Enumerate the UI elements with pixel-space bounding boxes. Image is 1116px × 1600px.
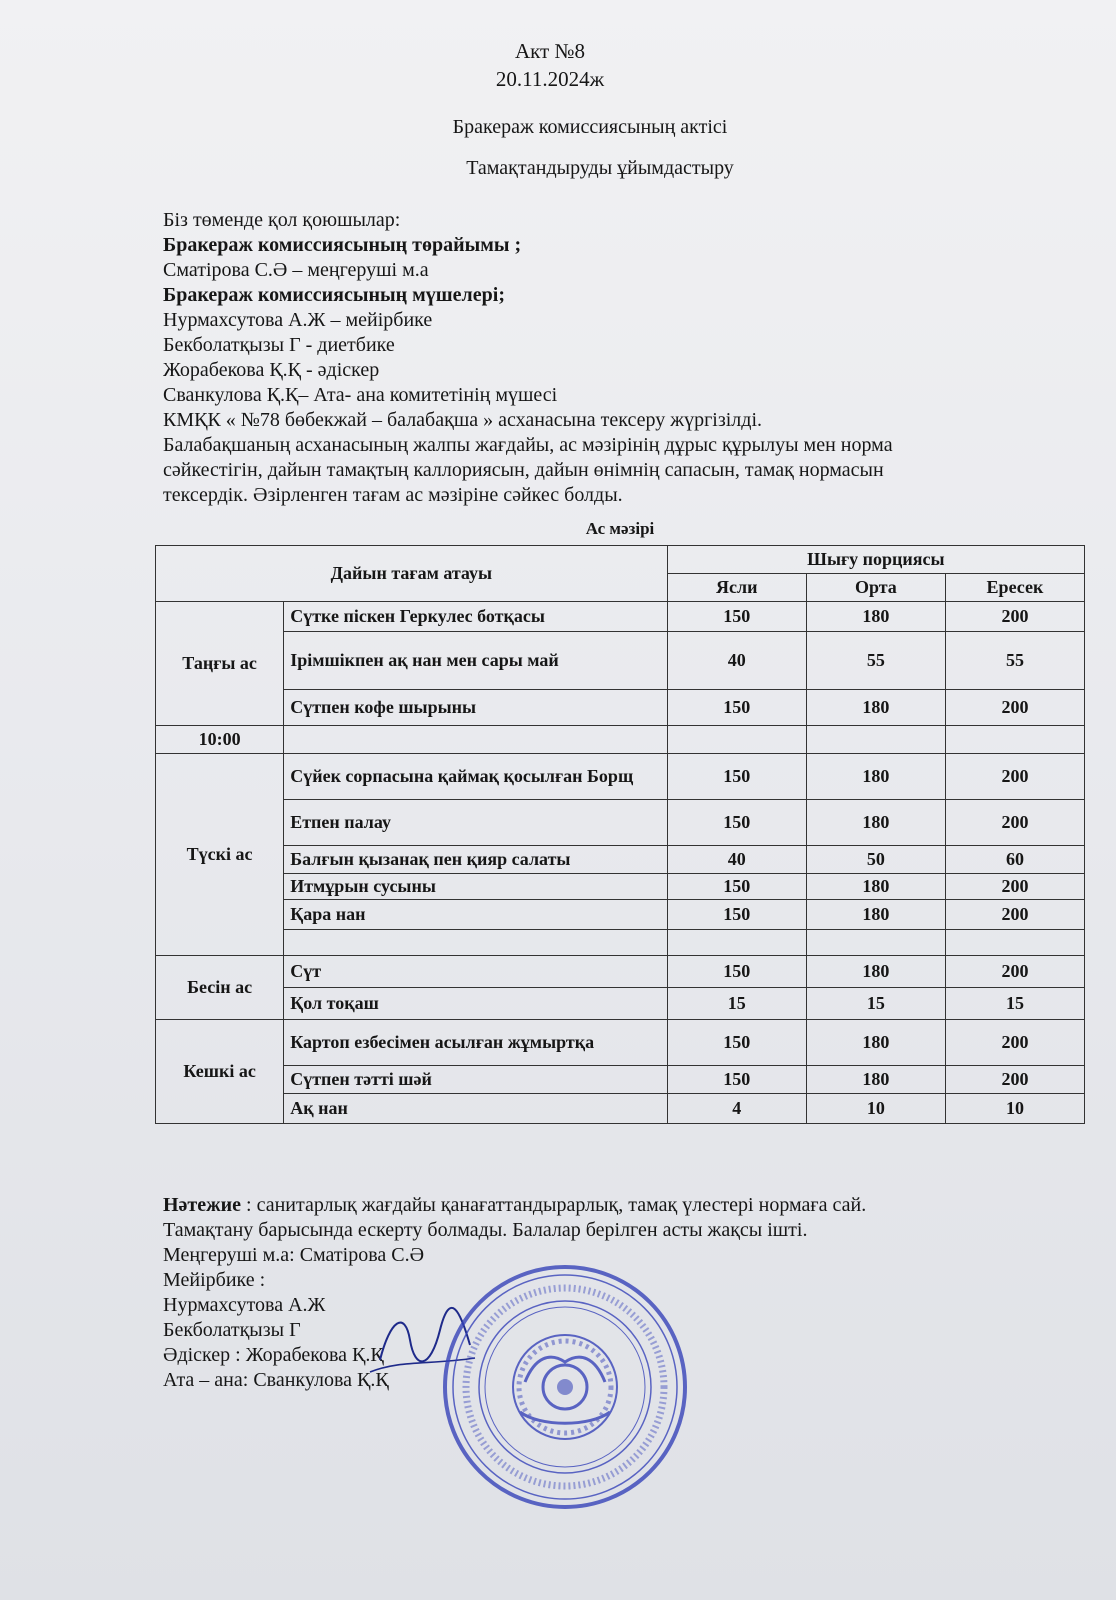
inspection-statement: КМҚК « №78 бөбекжай – балабақша » асханасына тексеру жүргізілді.: [163, 409, 762, 431]
chair-heading: Бракераж комиссиясының төрайымы ;: [163, 234, 522, 256]
official-stamp-icon: [440, 1262, 690, 1512]
dish-cell: Итмұрын сусыны: [284, 874, 668, 900]
conclusion-text: : санитарлық жағдайы қанағаттандырарлық, тамақ үлестері нормаға сай.: [241, 1194, 867, 1216]
signatory-parent: Ата – ана: Сванкулова Қ.Қ: [163, 1369, 389, 1391]
paragraph-line: сәйкестігін, дайын тамақтың каллориясын, дайын өнімнің сапасын, тамақ нормасын: [163, 459, 884, 481]
portion-cell: 4: [667, 1094, 806, 1124]
table-header-row: [156, 546, 1085, 574]
table-row: [156, 988, 1085, 1020]
signatory-methodist: Әдіскер : Жорабекова Қ.Қ: [163, 1344, 384, 1366]
meal-label: Кешкі ас: [156, 1020, 284, 1124]
dish-cell: Сүтке піскен Геркулес ботқасы: [284, 602, 668, 632]
table-row: [156, 726, 1085, 754]
dish-cell: Ақ нан: [284, 1094, 668, 1124]
portion-cell: 10: [806, 1094, 945, 1124]
table-row: [156, 874, 1085, 900]
portion-cell: 15: [806, 988, 945, 1020]
portion-cell: 40: [667, 632, 806, 690]
member-item: Бекболатқызы Г - диетбике: [163, 334, 395, 356]
table-row: [156, 754, 1085, 800]
portion-cell: 180: [806, 1066, 945, 1094]
empty-cell: [806, 726, 945, 754]
snack-time: 10:00: [156, 726, 284, 754]
chair-name: Сматірова С.Ә – меңгеруші м.а: [163, 259, 429, 281]
portion-cell: 50: [806, 846, 945, 874]
dish-cell: Сүйек сорпасына қаймақ қосылған Борщ: [284, 754, 668, 800]
portion-cell: 15: [945, 988, 1084, 1020]
act-topic: Тамақтандыруды ұйымдастыру: [466, 157, 734, 179]
members-heading: Бракераж комиссиясының мүшелері;: [163, 284, 505, 306]
portion-cell: 55: [806, 632, 945, 690]
table-row: [156, 956, 1085, 988]
signatory-nurse: Нурмахсутова А.Ж: [163, 1294, 326, 1316]
portion-cell: 200: [945, 956, 1084, 988]
table-row: [156, 1066, 1085, 1094]
eresek-column-header: Ересек: [945, 574, 1084, 602]
orta-column-header: Орта: [806, 574, 945, 602]
meal-label: Бесін ас: [156, 956, 284, 1020]
portion-cell: 150: [667, 956, 806, 988]
table-row: [156, 846, 1085, 874]
portion-cell: 150: [667, 800, 806, 846]
table-row: [156, 602, 1085, 632]
portion-cell: 200: [945, 754, 1084, 800]
table-row: [156, 632, 1085, 690]
menu-table: [155, 545, 1085, 1124]
portion-cell: 10: [945, 1094, 1084, 1124]
portion-cell: 150: [667, 1020, 806, 1066]
portion-cell: 200: [945, 602, 1084, 632]
dish-cell: Етпен палау: [284, 800, 668, 846]
portion-cell: 150: [667, 874, 806, 900]
portion-cell: 40: [667, 846, 806, 874]
portion-cell: 180: [806, 800, 945, 846]
table-row: [156, 930, 1085, 956]
empty-cell: [667, 930, 806, 956]
act-subtitle: Бракераж комиссиясының актісі: [452, 116, 728, 138]
dish-column-header: Дайын тағам атауы: [156, 546, 668, 602]
intro-line: Біз төменде қол қоюшылар:: [163, 209, 401, 231]
conclusion-line: [163, 1193, 866, 1218]
portion-cell: 180: [806, 754, 945, 800]
portion-cell: 150: [667, 602, 806, 632]
dish-cell: Сүт: [284, 956, 668, 988]
portion-cell: 180: [806, 900, 945, 930]
portion-cell: 60: [945, 846, 1084, 874]
portion-cell: 150: [667, 1066, 806, 1094]
portion-column-header: Шығу порциясы: [667, 546, 1084, 574]
meal-label: Түскі ас: [156, 754, 284, 956]
dish-cell: Балғын қызанақ пен қияр салаты: [284, 846, 668, 874]
menu-title: Ас мәзірі: [585, 519, 655, 538]
portion-cell: 180: [806, 874, 945, 900]
empty-cell: [806, 930, 945, 956]
dish-cell: Қол тоқаш: [284, 988, 668, 1020]
portion-cell: 200: [945, 690, 1084, 726]
portion-cell: 200: [945, 874, 1084, 900]
portion-cell: 200: [945, 1066, 1084, 1094]
portion-cell: 55: [945, 632, 1084, 690]
member-item: Нурмахсутова А.Ж – мейірбике: [163, 309, 433, 331]
yasli-column-header: Ясли: [667, 574, 806, 602]
table-row: [156, 900, 1085, 930]
portion-cell: 200: [945, 1020, 1084, 1066]
portion-cell: 180: [806, 690, 945, 726]
act-date: 20.11.2024ж: [495, 67, 605, 91]
act-number: Акт №8: [514, 39, 586, 63]
portion-cell: 200: [945, 900, 1084, 930]
dish-cell: Қара нан: [284, 900, 668, 930]
portion-cell: 180: [806, 1020, 945, 1066]
empty-cell: [945, 930, 1084, 956]
empty-cell: [667, 726, 806, 754]
portion-cell: 150: [667, 754, 806, 800]
empty-cell: [284, 930, 668, 956]
portion-cell: 180: [806, 956, 945, 988]
portion-cell: 200: [945, 800, 1084, 846]
portion-cell: 180: [806, 602, 945, 632]
signatory-dietitian: Бекболатқызы Г: [163, 1319, 301, 1341]
portion-cell: 15: [667, 988, 806, 1020]
dish-cell: Ірімшікпен ақ нан мен сары май: [284, 632, 668, 690]
empty-cell: [284, 726, 668, 754]
portion-cell: 150: [667, 900, 806, 930]
dish-cell: Сүтпен кофе шырыны: [284, 690, 668, 726]
table-row: [156, 800, 1085, 846]
signatory-nurse-label: Мейірбике :: [163, 1269, 266, 1291]
member-item: Жорабекова Қ.Қ - әдіскер: [163, 359, 380, 381]
empty-cell: [945, 726, 1084, 754]
paragraph-line: тексердік. Әзірленген тағам ас мәзіріне сәйкес болды.: [163, 484, 623, 506]
paragraph-line: Балабақшаның асханасының жалпы жағдайы, ас мәзірінің дұрыс құрылуы мен норма: [163, 434, 893, 456]
conclusion-label: Нәтежие: [163, 1194, 242, 1216]
meal-label: Таңғы ас: [156, 602, 284, 726]
table-row: [156, 1094, 1085, 1124]
remark-line: Тамақтану барысында ескерту болмады. Балалар берілген асты жақсы ішті.: [163, 1219, 808, 1241]
dish-cell: Картоп езбесімен асылған жұмыртқа: [284, 1020, 668, 1066]
dish-cell: Сүтпен тәтті шәй: [284, 1066, 668, 1094]
portion-cell: 150: [667, 690, 806, 726]
table-row: [156, 690, 1085, 726]
signatory-head: Меңгеруші м.а: Сматірова С.Ә: [163, 1244, 425, 1266]
member-item: Сванкулова Қ.Қ– Ата- ана комитетінің мүшесі: [163, 384, 558, 406]
table-row: [156, 1020, 1085, 1066]
